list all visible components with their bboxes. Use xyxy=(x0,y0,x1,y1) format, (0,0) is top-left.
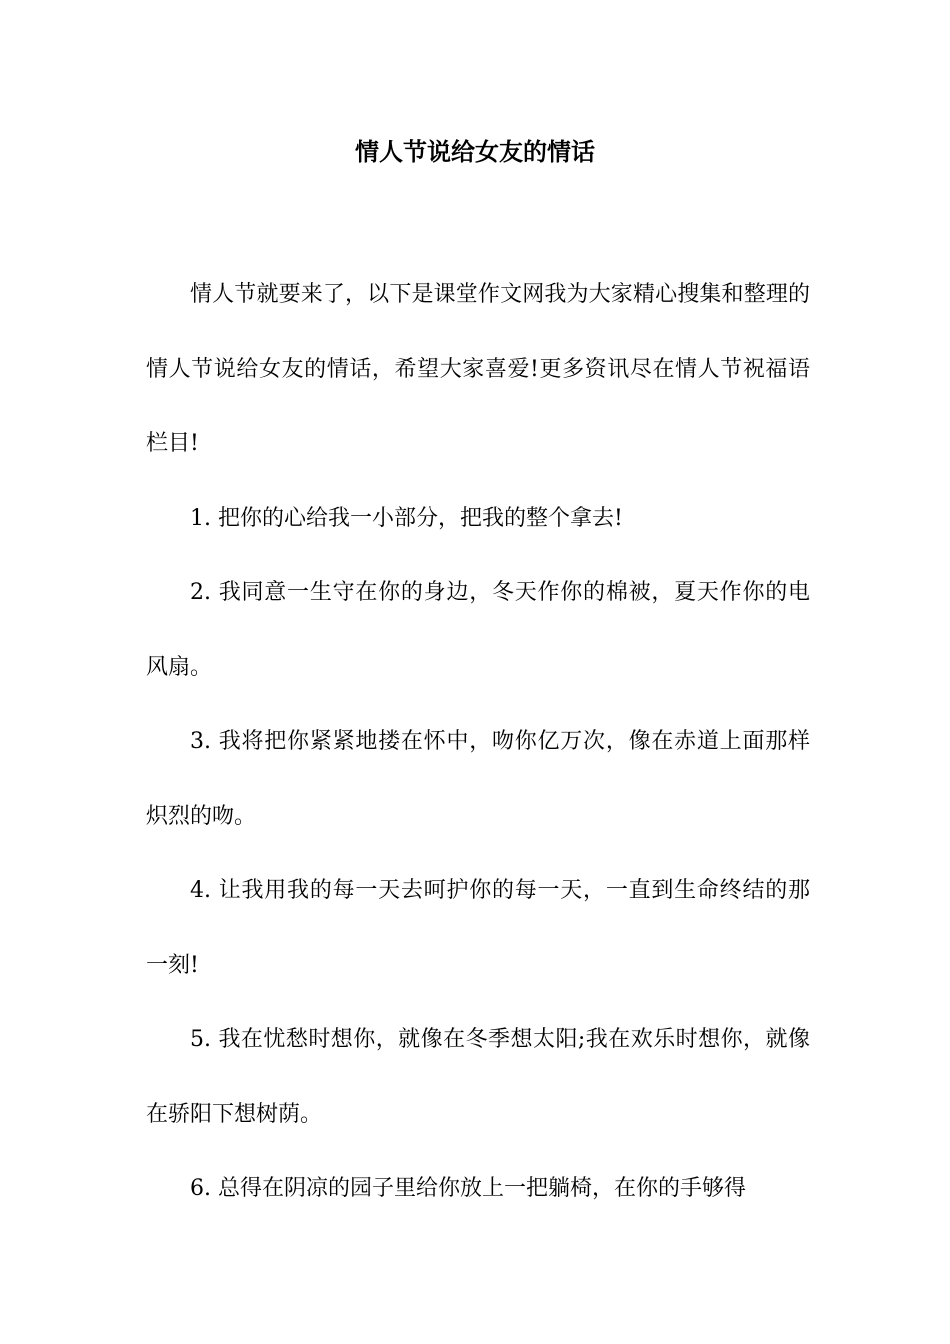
list-item-2: 2. 我同意一生守在你的身边，冬天作你的棉被，夏天作你的电风扇。 xyxy=(146,580,810,680)
document-body xyxy=(146,258,810,1227)
list-item-5: 5. 我在忧愁时想你，就像在冬季想太阳;我在欢乐时想你，就像在骄阳下想树荫。 xyxy=(146,1027,810,1127)
list-item-4: 4. 让我用我的每一天去呵护你的每一天，一直到生命终结的那一刻! xyxy=(146,878,810,978)
list-item-1: 1. 把你的心给我一小部分，把我的整个拿去! xyxy=(190,505,623,531)
list-item-3: 3. 我将把你紧紧地搂在怀中，吻你亿万次，像在赤道上面那样炽烈的吻。 xyxy=(146,729,810,829)
document-title: 情人节说给女友的情话 xyxy=(355,137,595,166)
list-item-6: 6. 总得在阴凉的园子里给你放上一把躺椅，在你的手够得 xyxy=(190,1176,746,1201)
intro-paragraph: 情人节就要来了，以下是课堂作文网我为大家精心搜集和整理的情人节说给女友的情话，希望大家喜爱!更多资讯尽在情人节祝福语栏目! xyxy=(146,282,810,456)
